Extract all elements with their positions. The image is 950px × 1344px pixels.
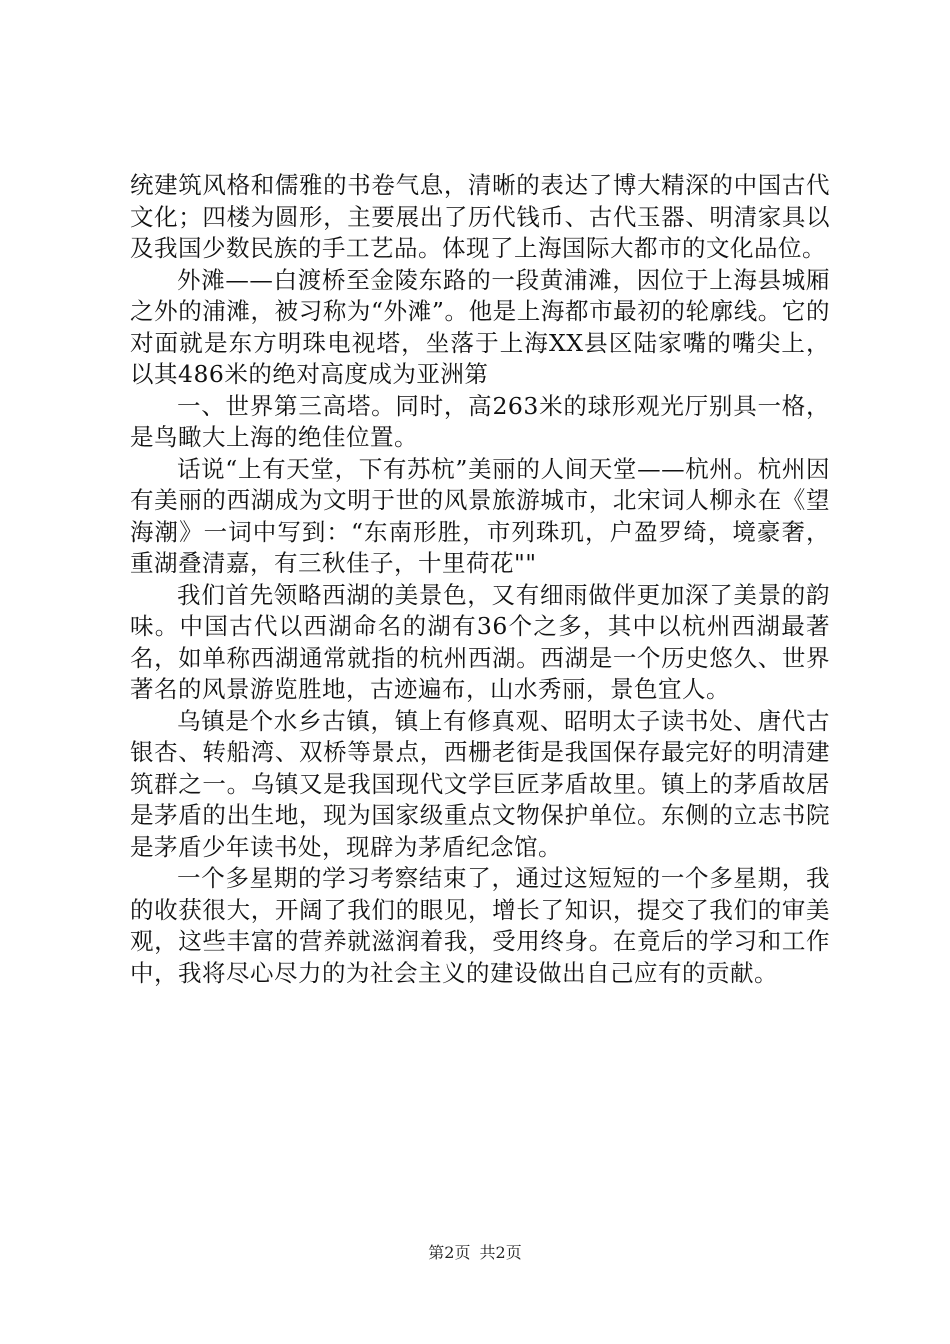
page-total: 共2页 — [479, 1243, 522, 1262]
paragraph: 统建筑风格和儒雅的书卷气息，清晰的表达了博大精深的中国古代文化；四楼为圆形，主要展出了历代钱币、古代玉器、明清家具以及我国少数民族的手工艺品。体现了上海国际大都市的文化品位。 — [130, 171, 830, 262]
paragraph: 外滩——白渡桥至金陵东路的一段黄浦滩，因位于上海县城厢之外的浦滩，被习称为“外滩”。他是上海都市最初的轮廓线。它的对面就是东方明珠电视塔，坐落于上海XX县区陆家嘴的嘴尖上，以其486米的绝对高度成为亚洲第 — [130, 265, 830, 388]
page-footer — [0, 1240, 950, 1263]
paragraph: 话说“上有天堂，下有苏杭”美丽的人间天堂——杭州。杭州因有美丽的西湖成为文明于世的风景旅游城市，北宋词人柳永在《望海潮》一词中写到：“东南形胜，市列珠玑，户盈罗绮，境豪奢，重湖叠清嘉，有三秋佳子，十里荷花"" — [130, 454, 830, 577]
paragraph: 乌镇是个水乡古镇，镇上有修真观、昭明太子读书处、唐代古银杏、转船湾、双桥等景点，西栅老街是我国保存最完好的明清建筑群之一。乌镇又是我国现代文学巨匠茅盾故里。镇上的茅盾故居是茅盾的出生地，现为国家级重点文物保护单位。东侧的立志书院是茅盾少年读书处，现辟为茅盾纪念馆。 — [130, 706, 830, 861]
page-number: 第2页 — [428, 1243, 471, 1262]
paragraph: 一个多星期的学习考察结束了，通过这短短的一个多星期，我的收获很大，开阔了我们的眼见，增长了知识，提交了我们的审美观，这些丰富的营养就滋润着我，受用终身。在竟后的学习和工作中，我将尽心尽力的为社会主义的建设做出自己应有的贡献。 — [130, 864, 830, 987]
document-body — [130, 170, 830, 989]
paragraph: 我们首先领略西湖的美景色，又有细雨做伴更加深了美景的韵味。中国古代以西湖命名的湖有36个之多，其中以杭州西湖最著名，如单称西湖通常就指的杭州西湖。西湖是一个历史悠久、世界著名的风景游览胜地，古迹遍布，山水秀丽，景色宜人。 — [130, 580, 830, 703]
paragraph: 一、世界第三高塔。同时，高263米的球形观光厅别具一格，是鸟瞰大上海的绝佳位置。 — [130, 391, 830, 451]
